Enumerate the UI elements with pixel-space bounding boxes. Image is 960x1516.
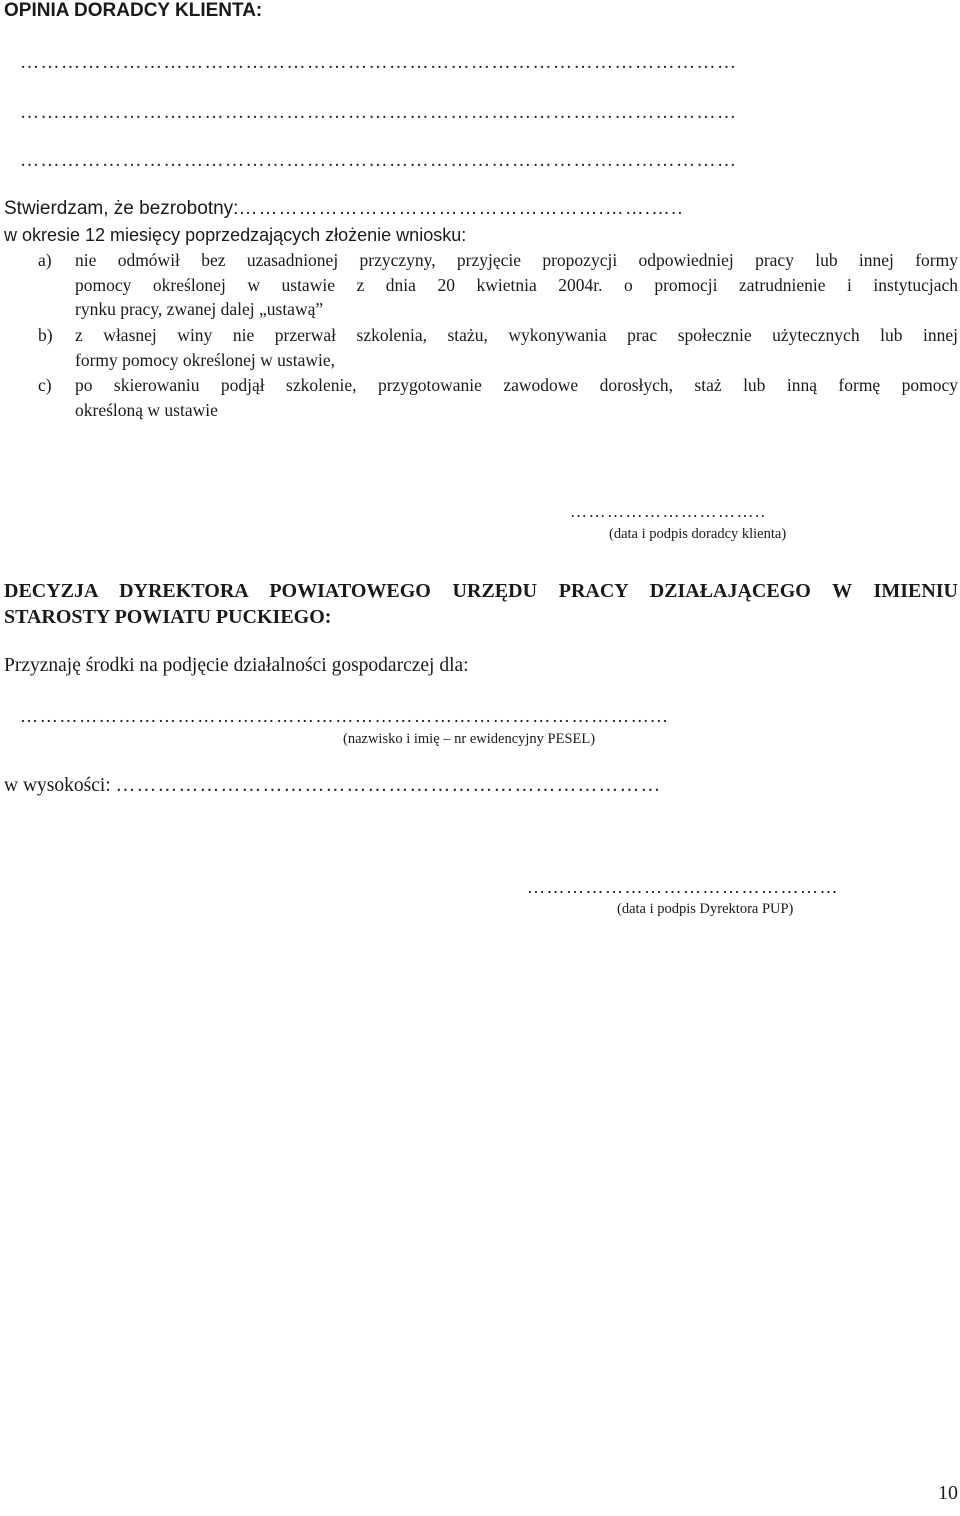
condition-a-line-1: nie odmówił bez uzasadnionej przyczyny, przyjęcie propozycji odpowiedniej pracy lub innej formy: [75, 250, 958, 270]
statement-period: w okresie 12 miesięcy poprzedzających złożenie wniosku:: [4, 225, 467, 245]
name-caption: (nazwisko i imię – nr ewidencyjny PESEL): [343, 731, 596, 747]
section-title-opinion: OPINIA DORADCY KLIENTA:: [4, 0, 263, 21]
opinion-line-1: ……………………………………………………………………………………………: [20, 52, 738, 73]
opinion-line-3: ……………………………………………………………………………………………: [20, 150, 738, 171]
condition-c-line-1: po skierowaniu podjął szkolenie, przygotowanie zawodowe dorosłych, staż lub inną formę pomocy: [75, 375, 958, 395]
list-letter-c: c): [38, 375, 52, 395]
opinion-line-2: ……………………………………………………………………………………………: [20, 102, 738, 123]
condition-b-line-1: z własnej winy nie przerwał szkolenia, stażu, wykonywania prac społecznie użytecznych lub innej: [75, 325, 958, 345]
director-signature-caption: (data i podpis Dyrektora PUP): [617, 901, 794, 917]
condition-a-line-3: rynku pracy, zwanej dalej „ustawą”: [75, 299, 324, 319]
condition-a-line-2: pomocy określonej w ustawie z dnia 20 kwietnia 2004r. o promocji zatrudnienie i instytucjach: [75, 275, 958, 295]
unemployed-statement-label: Stwierdzam, że bezrobotny:: [4, 198, 239, 219]
grant-text: Przyznaję środki na podjęcie działalności gospodarczej dla:: [4, 655, 469, 676]
list-letter-b: b): [38, 325, 53, 345]
list-letter-a: a): [38, 250, 52, 270]
advisor-signature-caption: (data i podpis doradcy klienta): [609, 526, 787, 542]
name-fill-line: ……………………………………………………………………………………...: [20, 706, 669, 726]
condition-c-line-2: określoną w ustawie: [75, 400, 218, 420]
decision-heading-line-1: DECYZJA DYREKTORA POWIATOWEGO URZĘDU PRACY DZIAŁAJĄCEGO W IMIENIU: [4, 580, 958, 602]
director-signature-line: …………………………………………: [527, 877, 839, 897]
amount-label: w wysokości:: [4, 775, 111, 796]
decision-heading-line-2: STAROSTY POWIATU PUCKIEGO:: [4, 606, 332, 628]
advisor-signature-line: …………………………..: [570, 502, 767, 521]
condition-b-line-2: formy pomocy określonej w ustawie,: [75, 350, 336, 370]
unemployed-statement: [4, 198, 684, 220]
amount-fill-line: ……………………………………………………………………: [115, 775, 662, 796]
amount-row: [4, 775, 662, 797]
page-number: 10: [938, 1482, 958, 1504]
unemployed-statement-fill: ……………………………………………….…….…..: [238, 198, 684, 219]
